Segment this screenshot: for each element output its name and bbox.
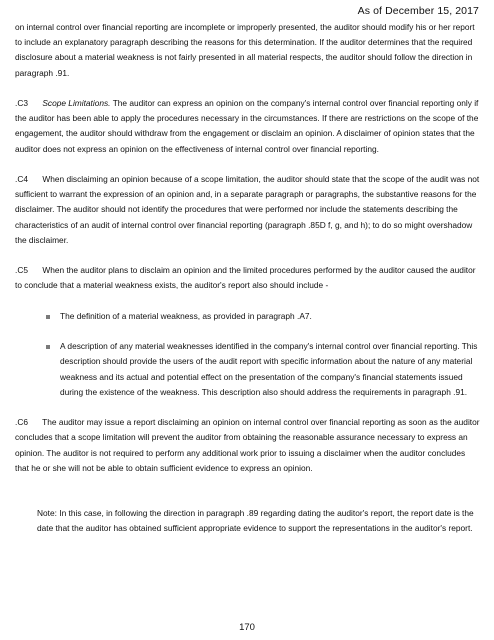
paragraph-c6: [15, 415, 481, 476]
note-paragraph: Note: In this case, in following the direction in paragraph .89 regarding dating the auditor's report, the report date is the date that the auditor has obtained sufficient appropriate evidence to support the representations in the auditor's report.: [37, 508, 474, 534]
paragraph-c3: [15, 96, 481, 157]
paragraph-number-c6: .C6: [15, 417, 28, 428]
square-bullet-icon: [46, 345, 50, 349]
paragraph-number-c4: .C4: [15, 174, 28, 184]
paragraph-text-c4: When disclaiming an opinion because of a scope limitation, the auditor should state that the scope of the audit was not sufficient to warrant the expression of an opinion and, in a separate paragraph or paragraphs, the substantive reasons for the disclaimer. The auditor should not identify the procedures that were performed nor include the statements describing the characteristics of an audit of internal control over financial reporting (paragraph .85D f, g, and h); to do so might overshadow the disclaimer.: [15, 174, 480, 245]
list-item-text: The definition of a material weakness, as provided in paragraph .A7.: [60, 310, 312, 321]
paragraph-number-c3: .C3: [15, 98, 28, 108]
document-body: [15, 20, 481, 536]
intro-paragraph: on internal control over financial reporting are incomplete or improperly presented, the auditor should modify his or her report to include an explanatory paragraph describing the reasons for this determination. If the auditor determines that the required disclosure about a material weakness is not fairly presented in all material respects, the auditor should follow the direction in paragraph .91.: [15, 22, 475, 78]
list-item-text: A description of any material weaknesses identified in the company's internal control over financial reporting. This description should provide the users of the audit report with specific information about the nature of any material weakness and its actual and potential effect on the presentation of the company's financial statements issued during the existence of the weakness. This description also should address the requirements in paragraph .91.: [60, 341, 478, 397]
bullet-list: [15, 309, 481, 400]
paragraph-c5: [15, 263, 481, 293]
list-item: [15, 309, 481, 324]
paragraph-title-c3: Scope Limitations.: [42, 98, 111, 108]
paragraph-text-c5: When the auditor plans to disclaim an opinion and the limited procedures performed by the auditor caused the auditor to conclude that a material weakness exists, the auditor's report also should include -: [15, 265, 476, 291]
header-date: As of December 15, 2017: [357, 5, 479, 17]
paragraph-number-c5: .C5: [15, 265, 28, 276]
paragraph-text-c3: The auditor can express an opinion on the company's internal control over financial reporting only if the auditor has been able to apply the procedures necessary in the circumstances. If there are restrictions on the scope of the engagement, the auditor should withdraw from the engagement or disclaim an opinion. A disclaimer of opinion states that the auditor does not express an opinion on the effectiveness of internal control over financial reporting.: [15, 98, 479, 154]
square-bullet-icon: [46, 315, 50, 319]
paragraph-text-c6: The auditor may issue a report disclaiming an opinion on internal control over financial reporting as soon as the auditor concludes that a scope limitation will prevent the auditor from obtaining the reasonable assurance necessary to express an opinion. The auditor is not required to perform any additional work prior to issuing a disclaimer when the auditor concludes that he or she will not be able to obtain sufficient evidence to express an opinion.: [15, 417, 480, 473]
paragraph-c4: [15, 172, 481, 248]
list-item: [15, 339, 481, 400]
page-number: 170: [239, 622, 255, 633]
